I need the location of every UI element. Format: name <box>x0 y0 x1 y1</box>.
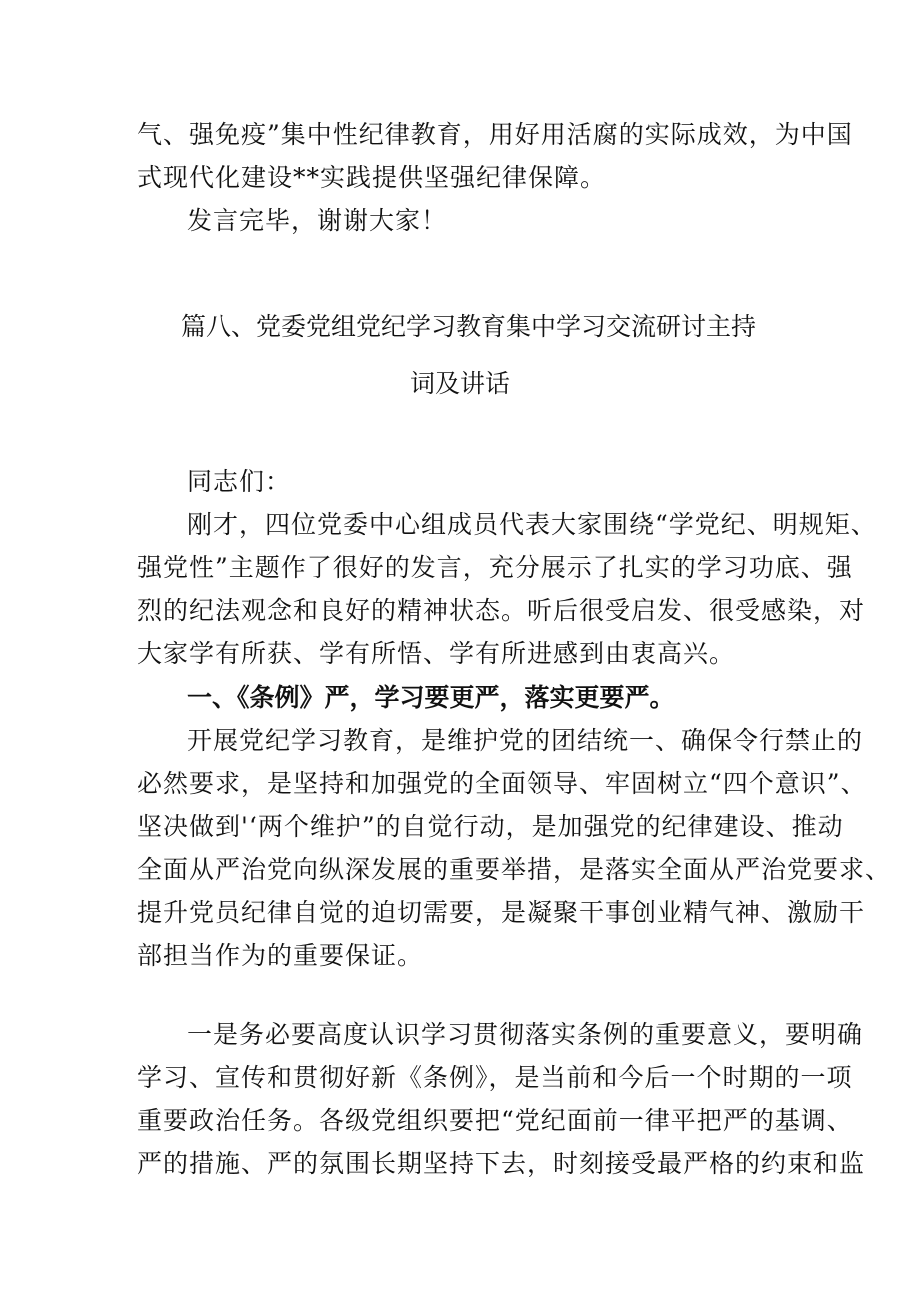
para3-line-1: 一是务必要高度认识学习贯彻落实条例的重要意义，要明确 <box>187 1020 864 1049</box>
para2-line-2: 必然要求，是坚持和加强党的全面领导、牢固树立“四个意识”、 <box>137 769 867 798</box>
para2-line-4: 全面从严治党向纵深发展的重要举措，是落实全面从严治党要求、 <box>137 855 892 884</box>
para3-line-3: 重要政治任务。各级党组织要把“党纪面前一律平把严的基调、 <box>137 1106 853 1135</box>
para2-line-3: 坚决做到'‘两个维护”的自觉行动，是加强党的纪律建设、推动 <box>137 812 844 841</box>
para3-line-2: 学习、宣传和贯彻好新《条例》，是当前和今后一个时期的一项 <box>137 1063 853 1092</box>
para3-line-4: 严的措施、严的氛围长期坚持下去，时刻接受最严格的约束和监 <box>137 1149 866 1178</box>
continuation-line-1: 气、强免疫”集中性纪律教育，用好用活腐的实际成效，为中国 <box>137 120 853 149</box>
salutation: 同志们： <box>187 467 292 496</box>
closing-remark: 发言完毕，谢谢大家！ <box>187 206 448 235</box>
para2-line-5: 提升党员纪律自觉的迫切需要，是凝聚干事创业精气神、激励干 <box>137 898 866 927</box>
section-title-line-2: 词及讲话 <box>410 369 511 398</box>
para1-line-2: 强党性”主题作了很好的发言，充分展示了扎实的学习功底、强 <box>137 553 853 582</box>
continuation-line-2: 式现代化建设**实践提供坚强纪律保障。 <box>137 163 607 192</box>
para2-line-1: 开展党纪学习教育，是维护党的团结统一、确保令行禁止的 <box>187 726 864 755</box>
para1-line-4: 大家学有所获、学有所悟、学有所进感到由衷高兴。 <box>137 639 736 668</box>
section-heading-1: 一、《条例》严，学习要更严，落实更要严。 <box>187 683 675 712</box>
para1-line-1: 刚才，四位党委中心组成员代表大家围绕“学党纪、明规矩、 <box>187 510 877 539</box>
para1-line-3: 烈的纪法观念和良好的精神状态。听后很受启发、很受感染，对 <box>137 596 866 625</box>
section-title-line-1: 篇八、党委党组党纪学习教育集中学习交流研讨主持 <box>181 312 757 341</box>
para2-line-6: 部担当作为的重要保证。 <box>137 941 424 970</box>
